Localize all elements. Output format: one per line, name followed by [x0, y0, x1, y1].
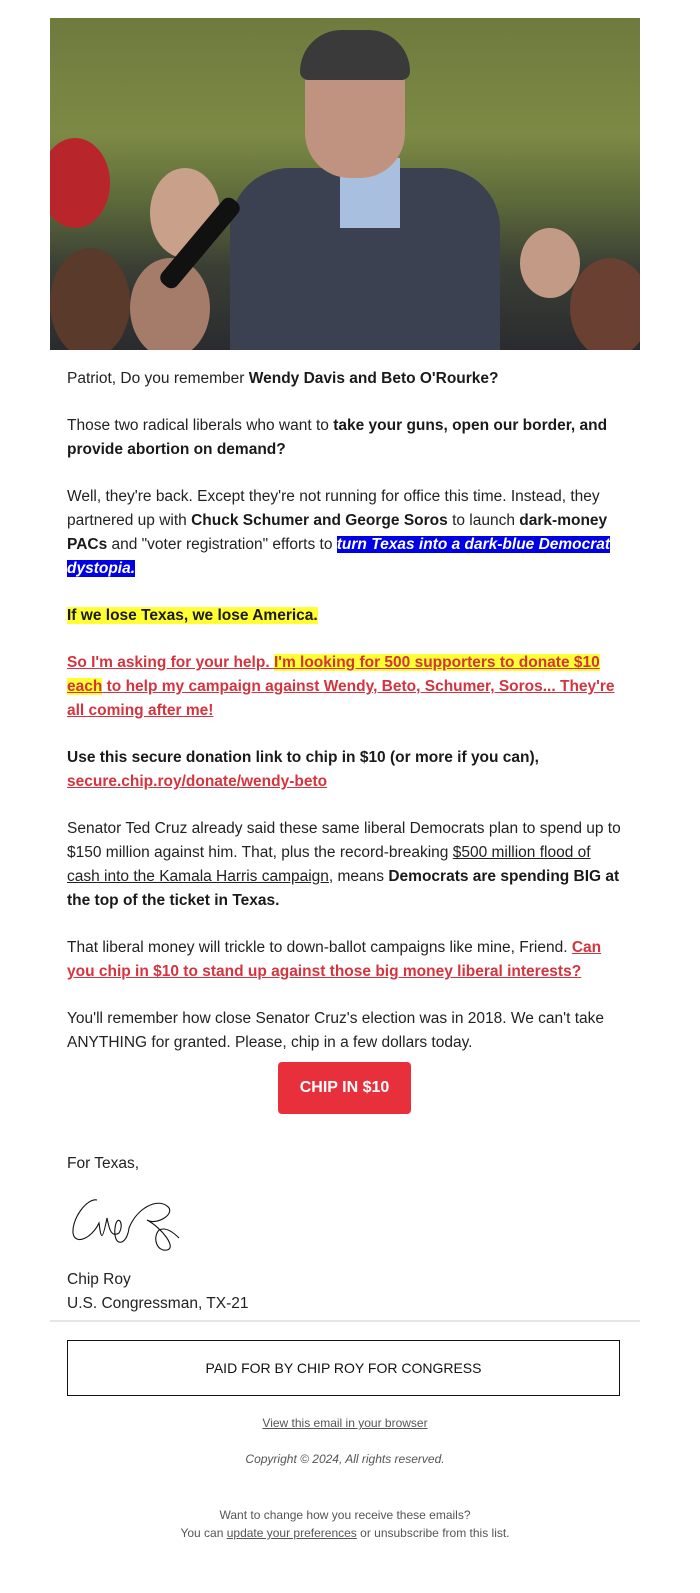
- paragraph-secure-link: [67, 746, 622, 794]
- paragraph-trickle: [67, 936, 622, 984]
- donate-link-secure[interactable]: secure.chip.roy/donate/wendy-beto: [67, 773, 328, 790]
- paragraph-radicals: [67, 414, 622, 462]
- highlighted-text: If we lose Texas, we lose America.: [67, 607, 318, 624]
- paragraph-intro: [67, 367, 622, 391]
- text: That liberal money will trickle to down-ballot campaigns like mine, Friend.: [67, 939, 572, 956]
- text: and "voter registration" efforts to: [107, 536, 337, 553]
- preferences-text: [50, 1506, 640, 1542]
- signature-image: [67, 1178, 187, 1258]
- text: Patriot, Do you remember: [67, 370, 249, 387]
- donate-link-ask[interactable]: So I'm asking for your help. I'm looking for 500 supporters to donate $10 each to help my campaign against Wendy, Beto, Schumer, Soros... They're all coming after me!: [67, 654, 615, 719]
- text: or unsubscribe from this list.: [356, 1526, 510, 1540]
- highlighted-text: turn Texas into a dark-blue Democrat dystopia.: [67, 536, 611, 577]
- copyright: Copyright © 2024, All rights reserved.: [245, 1452, 445, 1466]
- chip-in-button[interactable]: CHIP IN $10: [278, 1062, 411, 1114]
- paragraph-2018: You'll remember how close Senator Cruz's election was in 2018. We can't take ANYTHING for granted. Please, chip in a few dollars today.: [67, 1010, 605, 1051]
- text: Well, they're back. Except they're not running for office this time. Instead, they partnered up with: [67, 488, 600, 529]
- bold-text: Democrats are spending BIG at the top of the ticket in Texas.: [67, 868, 620, 909]
- harris-campaign-link[interactable]: $500 million flood of cash into the Kamala Harris campaign: [67, 844, 591, 885]
- text: to launch: [447, 512, 520, 529]
- sender-title: U.S. Congressman, TX-21: [67, 1295, 249, 1312]
- paragraph-back: [67, 485, 622, 581]
- paragraph-ask[interactable]: [67, 651, 622, 723]
- view-in-browser-link[interactable]: View this email in your browser: [262, 1416, 428, 1430]
- update-preferences-link[interactable]: update your preferences: [226, 1526, 357, 1540]
- bold-text: Wendy Davis and Beto O'Rourke?: [248, 370, 499, 387]
- hero-photo: [50, 18, 640, 350]
- closing: For Texas,: [67, 1155, 140, 1172]
- text: Those two radical liberals who want to: [67, 417, 334, 434]
- bold-text: take your guns, open our border, and provide abortion on demand?: [67, 417, 608, 458]
- paid-for-disclaimer: PAID FOR BY CHIP ROY FOR CONGRESS: [67, 1340, 620, 1396]
- text: Senator Ted Cruz already said these same liberal Democrats plan to spend up to $150 million against him. That, plus the record-breaking: [67, 820, 621, 861]
- change-question: Want to change how you receive these emails?: [219, 1508, 471, 1522]
- sender-name: Chip Roy: [67, 1271, 131, 1288]
- signoff: [67, 1152, 248, 1316]
- email-body: [67, 367, 622, 1078]
- divider: [50, 1320, 640, 1322]
- bold-text: dark-money PACs: [67, 512, 608, 553]
- text: You can: [180, 1526, 227, 1540]
- donate-link-chip[interactable]: Can you chip in $10 to stand up against those big money liberal interests?: [67, 939, 602, 980]
- paragraph-cruz: [67, 817, 622, 913]
- paragraph-lose-texas: [67, 604, 622, 628]
- text: , means: [328, 868, 389, 885]
- bold-text: Chuck Schumer and George Soros: [191, 512, 448, 529]
- bold-text: Use this secure donation link to chip in $10 (or more if you can),: [67, 749, 539, 766]
